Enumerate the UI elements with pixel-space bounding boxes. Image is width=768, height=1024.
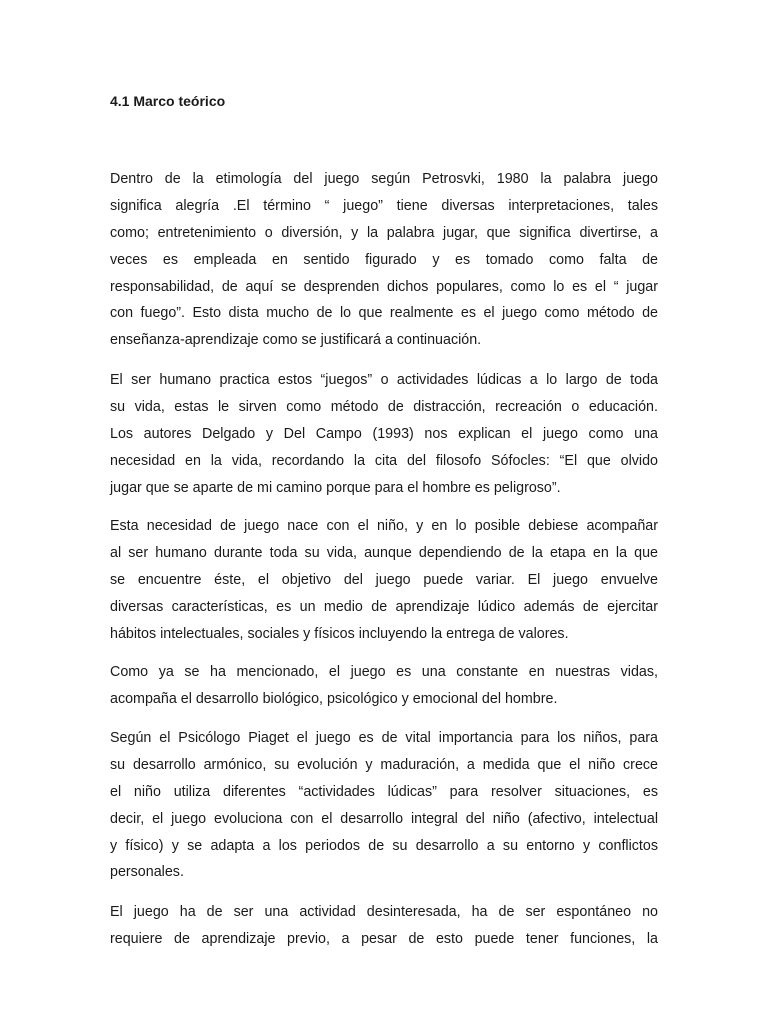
- text-line: su desarrollo armónico, su evolución y maduración, a medida que el niño crece: [110, 756, 658, 773]
- text-line: veces es empleada en sentido figurado y es tomado como falta de: [110, 251, 658, 268]
- text-line: Según el Psicólogo Piaget el juego es de vital importancia para los niños, para: [110, 730, 658, 746]
- text-line: al ser humano durante toda su vida, aunque dependiendo de la etapa en la que: [110, 544, 658, 561]
- paragraph-etymology: [110, 166, 658, 354]
- text-line: El juego ha de ser una actividad desinteresada, ha de ser espontáneo no: [110, 904, 658, 920]
- text-line: y físico) y se adapta a los periodos de su desarrollo a su entorno y conflictos: [110, 837, 658, 854]
- text-line: se encuentre éste, el objetivo del juego puede variar. El juego envuelve: [110, 571, 658, 588]
- paragraph-piaget: [110, 725, 658, 886]
- text-line: el niño utiliza diferentes “actividades lúdicas” para resolver situaciones, es: [110, 783, 658, 800]
- text-line: Esta necesidad de juego nace con el niño, y en lo posible debiese acompañar: [110, 518, 658, 534]
- paragraph-human-play: [110, 367, 658, 501]
- text-line: enseñanza-aprendizaje como se justificará a continuación.: [110, 332, 482, 349]
- text-line: responsabilidad, de aquí se desprenden dichos populares, como lo es el “ jugar: [110, 278, 658, 295]
- paragraph-need-for-play: [110, 513, 658, 647]
- text-line: requiere de aprendizaje previo, a pesar de esto puede tener funciones, la: [110, 930, 658, 947]
- text-line: hábitos intelectuales, sociales y físicos incluyendo la entrega de valores.: [110, 625, 569, 642]
- text-line: Los autores Delgado y Del Campo (1993) nos explican el juego como una: [110, 425, 658, 442]
- text-line: Dentro de la etimología del juego según Petrosvki, 1980 la palabra juego: [110, 171, 658, 187]
- paragraph-constant: [110, 659, 658, 713]
- text-line: jugar que se aparte de mi camino porque para el hombre es peligroso”.: [110, 479, 561, 496]
- text-line: como; entretenimiento o diversión, y la palabra jugar, que significa divertirse, a: [110, 224, 658, 241]
- text-line: su vida, estas le sirven como método de distracción, recreación o educación.: [110, 398, 658, 415]
- text-line: diversas características, es un medio de aprendizaje lúdico además de ejercitar: [110, 598, 658, 615]
- text-line: con fuego”. Esto dista mucho de lo que realmente es el juego como método de: [110, 305, 658, 322]
- text-line: significa alegría .El término “ juego” tiene diversas interpretaciones, tales: [110, 197, 658, 214]
- text-line: Como ya se ha mencionado, el juego es una constante en nuestras vidas,: [110, 664, 658, 680]
- text-line: necesidad en la vida, recordando la cita del filosofo Sófocles: “El que olvido: [110, 452, 658, 469]
- section-heading: 4.1 Marco teórico: [110, 93, 226, 109]
- text-line: personales.: [110, 864, 184, 881]
- text-line: El ser humano practica estos “juegos” o actividades lúdicas a lo largo de toda: [110, 372, 658, 388]
- paragraph-disinterested-activity: [110, 899, 658, 953]
- text-line: decir, el juego evoluciona con el desarrollo integral del niño (afectivo, intelectual: [110, 810, 658, 827]
- text-line: acompaña el desarrollo biológico, psicológico y emocional del hombre.: [110, 690, 558, 707]
